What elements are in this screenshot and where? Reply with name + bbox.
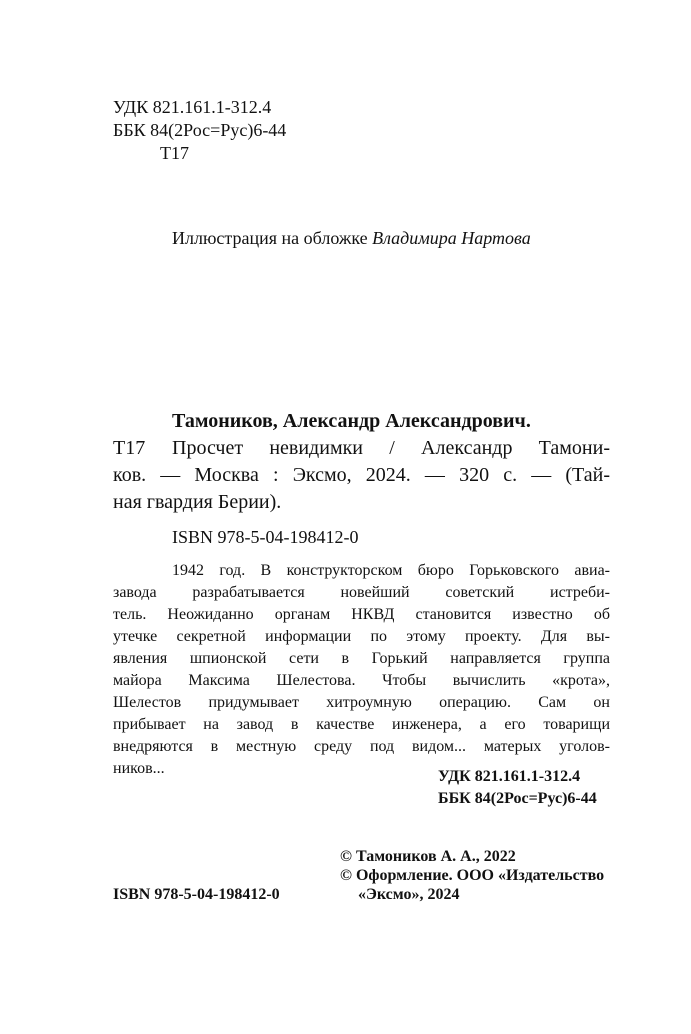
annotation-line: утечке секретной информации по этому проекту. Для вы- xyxy=(113,628,610,645)
copyright-design: © Оформление. ООО «Издательство xyxy=(340,867,605,884)
annotation-line: внедряются в местную среду под видом... матерых уголов- xyxy=(113,738,610,755)
record-description-cont xyxy=(113,462,610,516)
record-author-mark: Т17 xyxy=(113,437,146,459)
record-heading: Тамоников, Александр Александрович. xyxy=(172,410,531,432)
copyright-author: © Тамоников А. А., 2022 xyxy=(340,848,516,865)
annotation-udk: УДК 821.161.1-312.4 xyxy=(438,768,581,785)
footer-isbn: ISBN 978-5-04-198412-0 xyxy=(113,886,280,903)
record-line: ная гвардия Берии). xyxy=(113,491,282,513)
record-isbn: ISBN 978-5-04-198412-0 xyxy=(172,527,359,547)
annotation-bbk: ББК 84(2Рос=Рус)6-44 xyxy=(438,790,597,807)
record-line: Просчет невидимки / Александр Тамони- xyxy=(172,437,610,459)
record-description xyxy=(172,435,610,462)
annotation-line: ников... xyxy=(113,760,165,777)
annotation-line: Шелестов придумывает хитроумную операцию. Сам он xyxy=(113,694,610,711)
illustration-artist: Владимира Нартова xyxy=(372,228,531,248)
copyright-design-cont: «Эксмо», 2024 xyxy=(358,886,460,903)
annotation-body xyxy=(113,582,610,780)
annotation-first-line xyxy=(172,560,610,582)
annotation-line: тель. Неожиданно органам НКВД становится известно об xyxy=(113,606,610,623)
annotation-line: майора Максима Шелестова. Чтобы вычислить «крота», xyxy=(113,672,610,689)
annotation-line: завода разрабатывается новейший советский истреби- xyxy=(113,584,610,601)
annotation-line: 1942 год. В конструкторском бюро Горьковского авиа- xyxy=(172,562,610,579)
illustration-credit xyxy=(172,227,531,249)
annotation-line: прибывает на завод в качестве инженера, а его товарищи xyxy=(113,716,610,733)
bbk-code: ББК 84(2Рос=Рус)6-44 xyxy=(113,120,287,140)
author-mark: Т17 xyxy=(160,143,189,163)
illustration-prefix: Иллюстрация на обложке xyxy=(172,228,368,248)
udk-code: УДК 821.161.1-312.4 xyxy=(113,97,272,117)
annotation-line: явления шпионской сети в Горький направляется группа xyxy=(113,650,610,667)
record-line: ков. — Москва : Эксмо, 2024. — 320 с. — (Тай- xyxy=(113,464,610,486)
